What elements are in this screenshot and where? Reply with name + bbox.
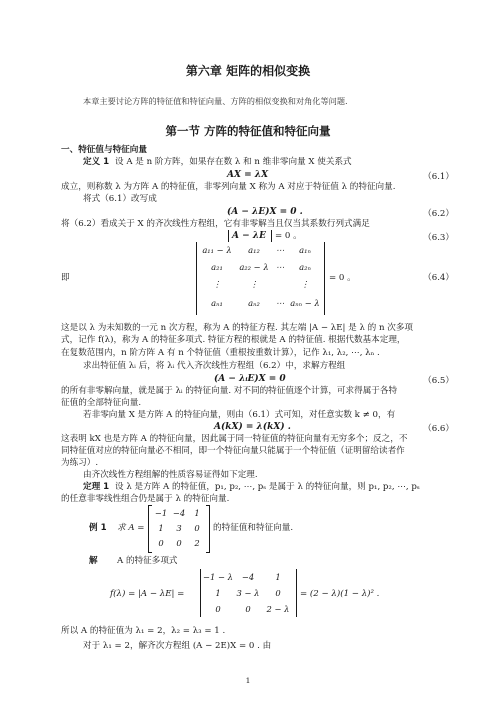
- matrix-bracket: [206, 505, 210, 553]
- matrix-cell: 0: [194, 523, 200, 533]
- determinant-bar: [228, 230, 229, 242]
- equation-tail: = 0 。: [275, 231, 302, 241]
- det-cell: ⋮: [249, 279, 259, 289]
- chapter-intro: 本章主要讨论方阵的特征值和特征向量、方阵的相似变换和对角化等问题.: [83, 96, 348, 106]
- theorem-text: 设 λ 是方阵 A 的特征值，p₁, p₂, ⋯, pₛ 是属于 λ 的特征向量，则 p₁, p₂, ⋯, pₛ: [115, 482, 420, 492]
- det-cell: ⋯: [275, 245, 285, 255]
- det-cell: −1 − λ: [203, 572, 233, 582]
- equation-6-1: AX = λX: [227, 170, 269, 180]
- solution-label: 解: [89, 556, 98, 566]
- determinant-bar: [271, 230, 272, 242]
- matrix-cell: 1: [158, 523, 164, 533]
- theorem-label: 定理 1: [83, 482, 110, 492]
- det-cell: a₂₂ − λ: [239, 262, 269, 272]
- paragraph-text: 由齐次线性方程组解的性质容易证得如下定理.: [83, 470, 258, 480]
- paragraph-text: 求出特征值 λᵢ 后，将 λᵢ 代入齐次线性方程组（6.2）中，求解方程组: [83, 361, 346, 371]
- page-number: 1: [245, 676, 251, 685]
- determinant-bar: [324, 242, 325, 315]
- equation-6-2: (A − λE)X = 0 .: [227, 207, 303, 217]
- equation-6-6: A(kX) = λ(kX) .: [214, 422, 291, 432]
- example-label: 例 1: [89, 523, 107, 533]
- det-cell: aₙ₂: [248, 298, 260, 308]
- equation-number: （6.6）: [423, 424, 454, 434]
- det-cell: ⋯: [275, 298, 285, 308]
- paragraph-text: 同特征值对应的特征向量必不相同，即一个特征向量只能属于一个特征值（证明留给读者作: [61, 446, 405, 456]
- matrix-cell: 2: [194, 538, 200, 548]
- section-title: 第一节 方阵的特征值和特征向量: [165, 124, 331, 138]
- matrix-cell: 3: [176, 523, 182, 533]
- equation-tail: = 0 。: [329, 273, 356, 283]
- det-cell: 1: [275, 572, 281, 582]
- paragraph-text: 在复数范围内，n 阶方阵 A 有 n 个特征值（重根按重数计算），记作 λ₁, λ₂, ⋯, λₙ .: [61, 348, 380, 358]
- paragraph-text: 的所有非零解向量，就是属于 λᵢ 的特征向量. 对不同的特征值逐个计算，可求得属于各特: [61, 386, 398, 396]
- determinant-bar: [296, 569, 297, 617]
- definition-text: 设 A 是 n 阶方阵，如果存在数 λ 和 n 维非零向量 X 使关系式: [115, 157, 352, 167]
- paragraph-text: 将（6.2）看成关于 X 的齐次线性方程组，它有非零解当且仅当其系数行列式满足: [61, 219, 370, 229]
- equation-number: （6.1）: [423, 172, 454, 182]
- det-cell: aₙ₁: [211, 298, 223, 308]
- det-cell: ⋯: [275, 262, 285, 272]
- paragraph-text: 为练习）.: [61, 458, 99, 468]
- example-text: 求 A =: [117, 523, 145, 533]
- theorem-text: 的任意非零线性组合仍是属于 λ 的特征向量.: [61, 494, 230, 504]
- det-cell: a₁ₙ: [299, 245, 311, 255]
- chapter-title: 第六章 矩阵的相似变换: [185, 64, 311, 78]
- det-cell: ⋮: [212, 279, 222, 289]
- paragraph-text: 式，记作 f(λ)，称为 A 的特征多项式. 特征方程的根就是 A 的特征值. 根据代数基本定理，: [61, 335, 406, 345]
- matrix-cell: 0: [176, 538, 182, 548]
- equation-number: （6.3）: [423, 233, 454, 243]
- solution-text: A 的特征多项式: [117, 556, 178, 566]
- det-cell: 0: [215, 604, 221, 614]
- matrix-cell: 1: [194, 508, 200, 518]
- det-cell: 0: [245, 604, 251, 614]
- equation-6-3: A − λE: [232, 231, 266, 241]
- paragraph-text: 将式（6.1）改写成: [83, 194, 157, 204]
- det-cell: a₂ₙ: [299, 262, 311, 272]
- equation-number: （6.4）: [423, 273, 454, 283]
- det-cell: −4: [241, 572, 255, 582]
- matrix-cell: 0: [158, 538, 164, 548]
- paragraph-text: 这表明 kX 也是方阵 A 的特征向量，因此属于同一特征值的特征向量有无穷多个；反之，不: [61, 434, 408, 444]
- definition-label: 定义 1: [83, 157, 110, 167]
- determinant-bar: [200, 569, 201, 617]
- paragraph-text: 若非零向量 X 是方阵 A 的特征向量，则由（6.1）式可知，对任意实数 k ≠ 0，有: [83, 410, 396, 420]
- matrix-cell: −1: [154, 508, 168, 518]
- paragraph-text: 征值的全部特征向量.: [61, 398, 142, 408]
- det-cell: aₙₙ − λ: [290, 298, 320, 308]
- subsection-title: 一、特征值与特征向量: [61, 145, 147, 155]
- det-cell: ⋮: [300, 279, 310, 289]
- char-poly-lhs: f(λ) = |A − λE| =: [110, 589, 185, 599]
- det-cell: 0: [275, 588, 281, 598]
- det-cell: 2 − λ: [266, 604, 290, 614]
- definition-text: 成立，则称数 λ 为方阵 A 的特征值，非零列向量 X 称为 A 对应于特征值 λ 的特征向量.: [61, 182, 396, 192]
- equation-number: （6.2）: [423, 209, 454, 219]
- det-cell: 1: [215, 588, 221, 598]
- det-cell: a₁₂: [248, 245, 260, 255]
- eigenvalue-result: 所以 A 的特征值为 λ₁ = 2，λ₂ = λ₃ = 1 .: [61, 626, 226, 636]
- char-poly-rhs: = (2 − λ)(1 − λ)² .: [300, 589, 380, 599]
- solution-text: 对于 λ₁ = 2，解齐次方程组 (A − 2E)X = 0 . 由: [83, 641, 272, 651]
- paragraph-text: 这是以 λ 为未知数的一元 n 次方程，称为 A 的特征方程. 其左端 |A − λE| 是 λ 的 n 次多项: [61, 323, 414, 333]
- example-text: 的特征值和特征向量.: [213, 523, 294, 533]
- paragraph-text: 即: [61, 273, 70, 283]
- det-cell: a₂₁: [211, 262, 223, 272]
- det-cell: 3 − λ: [236, 588, 260, 598]
- equation-number: （6.5）: [423, 376, 454, 386]
- determinant-bar: [196, 242, 197, 315]
- equation-6-5: (A − λᵢE)X = 0: [214, 374, 286, 384]
- det-cell: a₁₁ − λ: [202, 245, 232, 255]
- matrix-cell: −4: [172, 508, 186, 518]
